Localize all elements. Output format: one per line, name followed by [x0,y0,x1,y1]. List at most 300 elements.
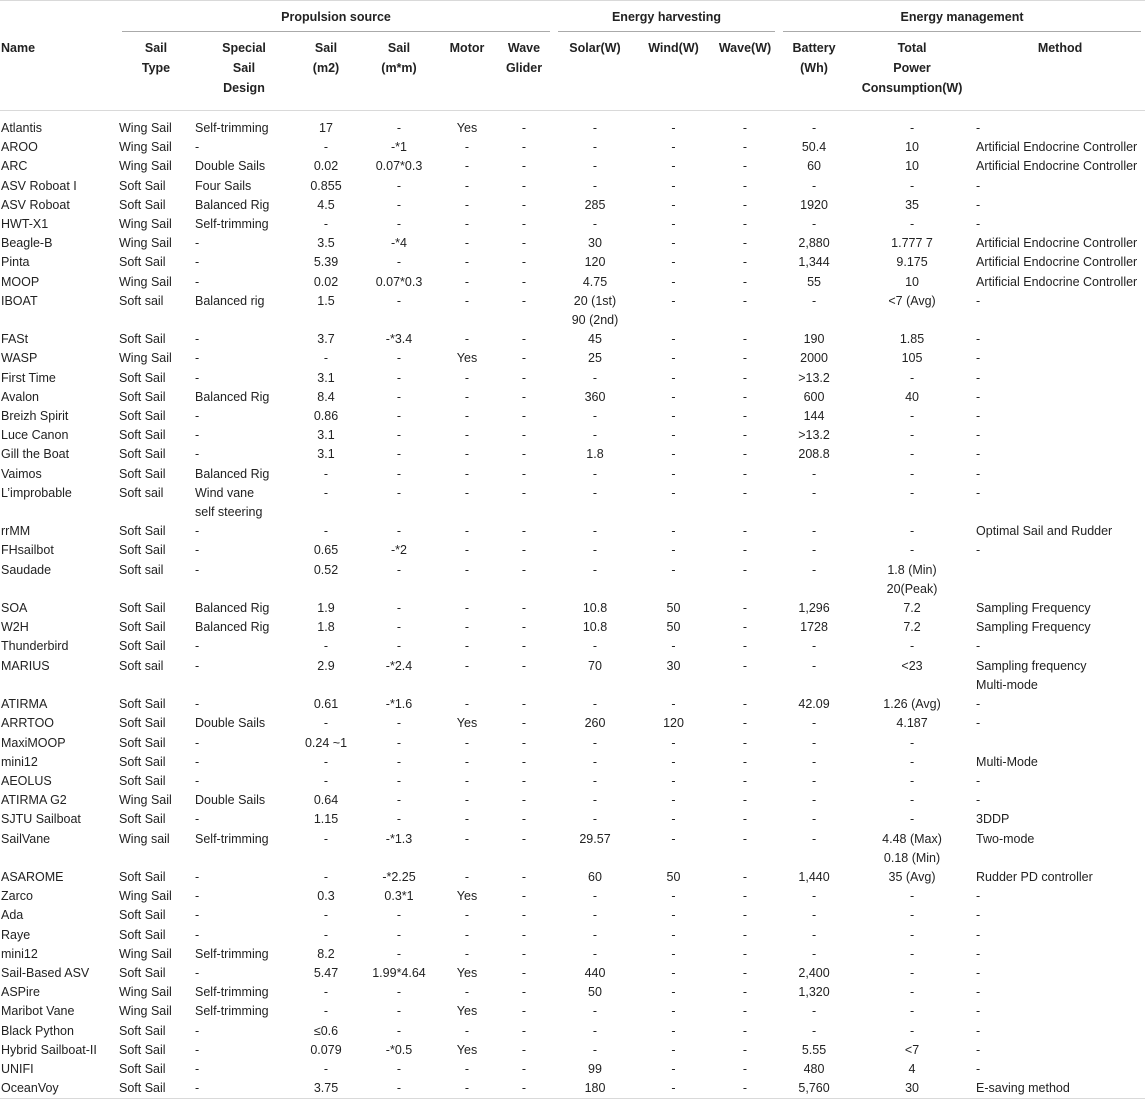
cell-method: - [976,908,981,923]
cell-motor: - [464,466,470,481]
cell-solar-w: 45 [588,332,602,347]
column-header-solar-w: Solar(W) [569,41,621,55]
cell-method: - [976,217,981,232]
cell-sail-mxm: - [396,409,402,424]
cell-wave-glider: - [521,524,527,539]
table-row [0,637,1145,656]
cell-solar-w: - [592,524,598,539]
cell-sail-type: Soft Sail [119,197,166,212]
cell-sail-type: Soft Sail [119,543,166,558]
cell-wave-glider: - [521,217,527,232]
cell-special-sail-design: Self-trimming [195,985,269,1000]
cell-name: FASt [1,332,29,347]
cell-sail-m2: 0.02 [313,274,339,289]
cell-solar-w: - [592,639,598,654]
cell-wind-w: - [671,485,676,500]
cell-name: AROO [1,140,38,155]
cell-solar-w: - [592,466,598,481]
cell-wave-glider: - [521,869,527,884]
cell-wave-w: - [742,121,748,135]
cell-wave-w: - [742,217,748,232]
cell-wave-w: - [742,543,748,558]
cell-sail-mxm: -*3.4 [385,332,413,347]
cell-battery-wh: 208.8 [798,447,830,462]
cell-motor: - [464,620,470,635]
cell-motor: - [464,370,470,385]
cell-battery-wh: - [811,485,817,500]
cell-sail-mxm: -*2.25 [382,869,416,884]
cell-sail-m2: 5.39 [313,255,339,270]
cell-motor: - [464,812,470,827]
cell-motor: - [464,178,470,193]
cell-sail-type: Wing Sail [119,159,172,174]
cell-method: - [976,466,981,481]
cell-battery-wh: 144 [803,409,825,424]
cell-total-power-consumption: - [909,812,915,827]
cell-wave-w: - [742,332,748,347]
cell-total-power-consumption: 40 [905,389,919,404]
cell-special-sail-design: - [195,1081,200,1096]
cell-wave-glider: - [521,1061,527,1076]
cell-sail-m2: 0.52 [313,562,339,577]
group-header-row [0,1,1145,33]
cell-total-power-consumption: - [909,428,915,443]
cell-battery-wh: 1,320 [798,985,830,1000]
cell-wind-w: - [671,639,676,654]
table-row [0,1041,1145,1060]
cell-sail-m2: 0.65 [313,543,339,558]
cell-solar-w: 10.8 [582,620,608,635]
cell-name: Atlantis [1,121,42,135]
cell-wave-glider: - [521,927,527,942]
table-row [0,369,1145,388]
cell-motor: - [464,697,470,712]
cell-battery-wh: - [811,178,817,193]
cell-solar-w: 10.8 [582,601,608,616]
column-header-battery-wh: Battery (Wh) [792,41,836,75]
cell-sail-mxm: - [396,773,402,788]
cell-name: Beagle-B [1,236,53,251]
cell-sail-mxm: 1.99*4.64 [372,965,426,980]
cell-total-power-consumption: - [909,1004,915,1019]
table-row [0,177,1145,196]
cell-wave-w: - [742,908,748,923]
cell-special-sail-design: - [195,1023,200,1038]
cell-wind-w: - [671,1004,676,1019]
cell-solar-w: - [592,735,598,750]
cell-wave-w: - [742,793,748,808]
cell-wave-glider: - [521,236,527,251]
column-header-sail-mxm: Sail (m*m) [381,41,417,75]
cell-name: ATIRMA G2 [1,793,67,808]
cell-total-power-consumption: - [909,946,915,961]
cell-sail-m2: 8.2 [317,946,335,961]
cell-solar-w: 260 [584,716,606,731]
cell-motor: Yes [456,889,478,904]
cell-sail-mxm: 0.3*1 [384,889,414,904]
table-row [0,445,1145,464]
cell-motor: - [464,485,470,500]
cell-sail-m2: 0.64 [313,793,339,808]
cell-wave-glider: - [521,908,527,923]
cell-method: - [976,197,981,212]
cell-solar-w: - [592,946,598,961]
cell-wave-w: - [742,409,748,424]
cell-wave-w: - [742,351,748,366]
cell-wave-glider: - [521,159,527,174]
table-row [0,983,1145,1002]
column-header-wave-w: Wave(W) [718,41,772,55]
cell-method: - [976,1023,981,1038]
cell-sail-mxm: - [396,255,402,270]
cell-battery-wh: - [811,639,817,654]
cell-wave-glider: - [521,658,527,673]
cell-battery-wh: - [811,831,817,846]
cell-total-power-consumption: - [909,466,915,481]
cell-wave-w: - [742,524,748,539]
cell-wave-glider: - [521,140,527,155]
cell-sail-mxm: - [396,946,402,961]
cell-wave-glider: - [521,447,527,462]
cell-method [975,734,1145,753]
cell-wave-w: - [742,773,748,788]
cell-total-power-consumption: - [909,409,915,424]
cell-name: Sail-Based ASV [1,965,90,980]
cell-wind-w: - [671,1042,676,1057]
cell-sail-type: Soft Sail [119,812,166,827]
cell-sail-m2: 4.5 [317,197,335,212]
cell-method: Sampling Frequency [976,620,1091,635]
cell-wave-w: - [742,197,748,212]
cell-sail-mxm: - [396,370,402,385]
cell-wind-w: - [671,140,676,155]
cell-total-power-consumption: - [909,1023,915,1038]
cell-sail-type: Soft Sail [119,773,166,788]
cell-solar-w: 25 [588,351,602,366]
cell-sail-m2: 3.1 [317,370,335,385]
cell-wind-w: - [671,409,676,424]
cell-wave-glider: - [521,274,527,289]
cell-sail-m2: 3.75 [313,1081,339,1096]
cell-wave-glider: - [521,735,527,750]
cell-special-sail-design: Balanced Rig [195,601,270,616]
cell-total-power-consumption: - [909,889,915,904]
cell-wave-w: - [742,869,748,884]
cell-special-sail-design: Self-trimming [195,831,269,846]
cell-special-sail-design: Double Sails [195,159,266,174]
cell-wave-w: - [742,985,748,1000]
cell-method: - [976,716,981,731]
cell-wind-w: - [671,927,676,942]
cell-solar-w: - [592,217,598,232]
cell-special-sail-design: - [195,332,200,347]
cell-sail-m2: - [323,716,329,731]
cell-motor: - [464,447,470,462]
cell-name: L’improbable [1,485,72,500]
cell-sail-mxm: - [396,293,402,308]
cell-motor: - [464,1023,470,1038]
cell-motor: - [464,159,470,174]
cell-wind-w: - [671,735,676,750]
cell-sail-mxm: -*1.6 [385,697,413,712]
cell-name: SailVane [1,831,51,846]
cell-special-sail-design: - [195,639,200,654]
cell-battery-wh: 1728 [800,620,828,635]
cell-wave-w: - [742,140,748,155]
cell-wind-w: - [671,543,676,558]
cell-motor: - [464,1061,470,1076]
table-row [0,964,1145,983]
cell-battery-wh: 5,760 [798,1081,830,1096]
cell-total-power-consumption: - [909,965,915,980]
column-header-row [0,32,1145,111]
cell-wind-w: - [671,332,676,347]
cell-wind-w: - [671,121,676,135]
table-row [0,791,1145,810]
cell-battery-wh: - [811,524,817,539]
cell-sail-mxm: - [396,620,402,635]
cell-battery-wh: 2000 [800,351,828,366]
cell-sail-m2: - [323,524,329,539]
cell-sail-mxm: - [396,601,402,616]
cell-sail-type: Soft Sail [119,601,166,616]
column-header-name: Name [1,41,36,55]
cell-wave-w: - [742,178,748,193]
cell-name: Vaimos [1,466,42,481]
cell-solar-w: - [592,159,598,174]
cell-sail-m2: 3.1 [317,428,335,443]
cell-motor: - [464,946,470,961]
cell-sail-type: Soft Sail [119,178,166,193]
cell-wave-w: - [742,889,748,904]
cell-wind-w: - [671,831,676,846]
cell-motor: - [464,639,470,654]
cell-sail-m2: - [323,351,329,366]
cell-wave-w: - [742,1023,748,1038]
cell-wind-w: - [671,946,676,961]
cell-method: - [976,889,981,904]
cell-solar-w: - [592,409,598,424]
cell-sail-m2: 1.9 [317,601,335,616]
cell-total-power-consumption: - [909,793,915,808]
cell-name: Black Python [1,1023,74,1038]
cell-method: - [976,428,981,443]
cell-wind-w: 50 [666,601,681,616]
cell-sail-type: Wing Sail [119,1004,172,1019]
cell-sail-m2: - [323,1004,329,1019]
cell-sail-m2: 1.15 [313,812,339,827]
cell-wave-glider: - [521,620,527,635]
table-row [0,484,1145,522]
cell-method [975,561,1145,599]
cell-motor: - [464,869,470,884]
cell-name: ASPire [1,985,40,1000]
column-header-method: Method [1037,41,1083,55]
cell-sail-type: Wing Sail [119,946,172,961]
group-energy-management: Energy management [779,1,1145,33]
cell-sail-type: Soft Sail [119,908,166,923]
cell-special-sail-design: - [195,927,200,942]
cell-wave-w: - [742,466,748,481]
cell-total-power-consumption: <23 [901,658,923,673]
cell-sail-type: Soft Sail [119,1042,166,1057]
cell-battery-wh: 190 [803,332,825,347]
cell-method: - [976,293,981,308]
cell-total-power-consumption: 7.2 [903,620,921,635]
cell-wind-w: 50 [666,869,681,884]
cell-special-sail-design: - [195,773,200,788]
cell-total-power-consumption: 4.48 (Max) 0.18 (Min) [882,831,942,865]
cell-method: - [976,351,981,366]
cell-wind-w: - [671,754,676,769]
cell-motor: - [464,831,470,846]
cell-solar-w: 360 [584,389,606,404]
cell-battery-wh: 42.09 [798,697,830,712]
cell-special-sail-design: - [195,274,200,289]
table-row [0,234,1145,253]
cell-method: Rudder PD controller [976,869,1093,884]
table-row [0,196,1145,215]
cell-total-power-consumption: - [909,447,915,462]
cell-special-sail-design: Balanced rig [195,293,265,308]
cell-motor: - [464,601,470,616]
cell-sail-type: Wing Sail [119,236,172,251]
cell-sail-m2: - [323,831,329,846]
column-header-special-sail-design: Special Sail Design [222,41,266,95]
cell-name: mini12 [1,754,38,769]
table-row [0,772,1145,791]
cell-sail-m2: ≤0.6 [313,1023,339,1038]
cell-sail-mxm: - [396,735,402,750]
cell-wave-glider: - [521,965,527,980]
cell-total-power-consumption: 35 (Avg) [888,869,936,884]
cell-total-power-consumption: 10 [905,140,919,155]
cell-wave-glider: - [521,255,527,270]
cell-method: - [976,389,981,404]
cell-sail-m2: 3.1 [317,447,335,462]
cell-solar-w: - [592,793,598,808]
cell-total-power-consumption: - [909,178,915,193]
cell-wind-w: - [671,159,676,174]
cell-wind-w: - [671,1023,676,1038]
table-row [0,541,1145,560]
cell-wave-glider: - [521,1023,527,1038]
cell-wave-w: - [742,735,748,750]
cell-sail-mxm: - [396,1004,402,1019]
table-row [0,215,1145,234]
cell-sail-type: Soft sail [119,562,164,577]
cell-name: MOOP [1,274,40,289]
cell-sail-m2: - [323,217,329,232]
cell-wind-w: - [671,197,676,212]
cell-sail-mxm: - [396,466,402,481]
cell-wave-glider: - [521,773,527,788]
cell-sail-m2: - [323,466,329,481]
cell-wave-glider: - [521,428,527,443]
table-row [0,465,1145,484]
table-row [0,522,1145,541]
cell-sail-mxm: -*1 [391,140,407,155]
table-row [0,138,1145,157]
cell-sail-type: Soft Sail [119,389,166,404]
table-row [0,887,1145,906]
group-energy-harvesting: Energy harvesting [554,1,779,33]
cell-battery-wh: 60 [807,159,821,174]
cell-method: - [976,409,981,424]
cell-sail-m2: 8.4 [317,389,335,404]
cell-method: - [976,985,981,1000]
cell-special-sail-design: - [195,735,200,750]
cell-battery-wh: - [811,754,817,769]
cell-wind-w: - [671,236,676,251]
cell-wave-glider: - [521,946,527,961]
cell-sail-mxm: - [396,121,402,135]
cell-special-sail-design: Balanced Rig [195,620,270,635]
cell-wind-w: 50 [666,620,681,635]
cell-total-power-consumption: - [909,543,915,558]
cell-wave-glider: - [521,831,527,846]
cell-wave-w: - [742,562,748,577]
cell-wind-w: - [671,908,676,923]
cell-solar-w: - [592,927,598,942]
cell-wave-glider: - [521,1081,527,1096]
cell-battery-wh: - [811,543,817,558]
cell-battery-wh: - [811,908,817,923]
cell-battery-wh: - [811,1004,817,1019]
table-row [0,330,1145,349]
cell-name: HWT-X1 [1,217,49,232]
cell-motor: - [464,735,470,750]
cell-sail-mxm: -*1.3 [385,831,413,846]
cell-method: E-saving method [976,1081,1070,1096]
cell-special-sail-design: Self-trimming [195,946,269,961]
cell-wind-w: - [671,447,676,462]
cell-method: - [976,639,981,654]
cell-solar-w: - [592,1042,598,1057]
cell-sail-m2: 5.47 [313,965,339,980]
cell-sail-type: Soft Sail [119,697,166,712]
cell-sail-mxm: - [396,716,402,731]
cell-special-sail-design: Balanced Rig [195,389,270,404]
cell-wave-glider: - [521,716,527,731]
cell-total-power-consumption: - [909,639,915,654]
cell-name: IBOAT [1,293,38,308]
cell-wave-glider: - [521,370,527,385]
cell-special-sail-design: - [195,428,200,443]
column-header-motor: Motor [449,41,485,55]
cell-motor: - [464,236,470,251]
cell-sail-m2: - [323,927,329,942]
cell-wave-glider: - [521,543,527,558]
cell-special-sail-design: - [195,370,200,385]
cell-special-sail-design: - [195,965,200,980]
cell-total-power-consumption: 1.8 (Min) 20(Peak) [886,562,938,596]
cell-total-power-consumption: - [909,121,915,135]
cell-sail-mxm: - [396,754,402,769]
cell-method: Artificial Endocrine Controller [976,159,1138,174]
cell-method: - [976,332,981,347]
column-header-wind-w: Wind(W) [648,41,699,55]
cell-sail-m2: - [323,773,329,788]
cell-wave-glider: - [521,389,527,404]
cell-special-sail-design: - [195,140,200,155]
cell-name: MARIUS [1,658,50,673]
group-propulsion-source: Propulsion source [118,1,554,33]
cell-motor: - [464,1081,470,1096]
cell-sail-type: Wing Sail [119,793,172,808]
cell-wave-glider: - [521,754,527,769]
cell-wind-w: 30 [666,658,681,673]
